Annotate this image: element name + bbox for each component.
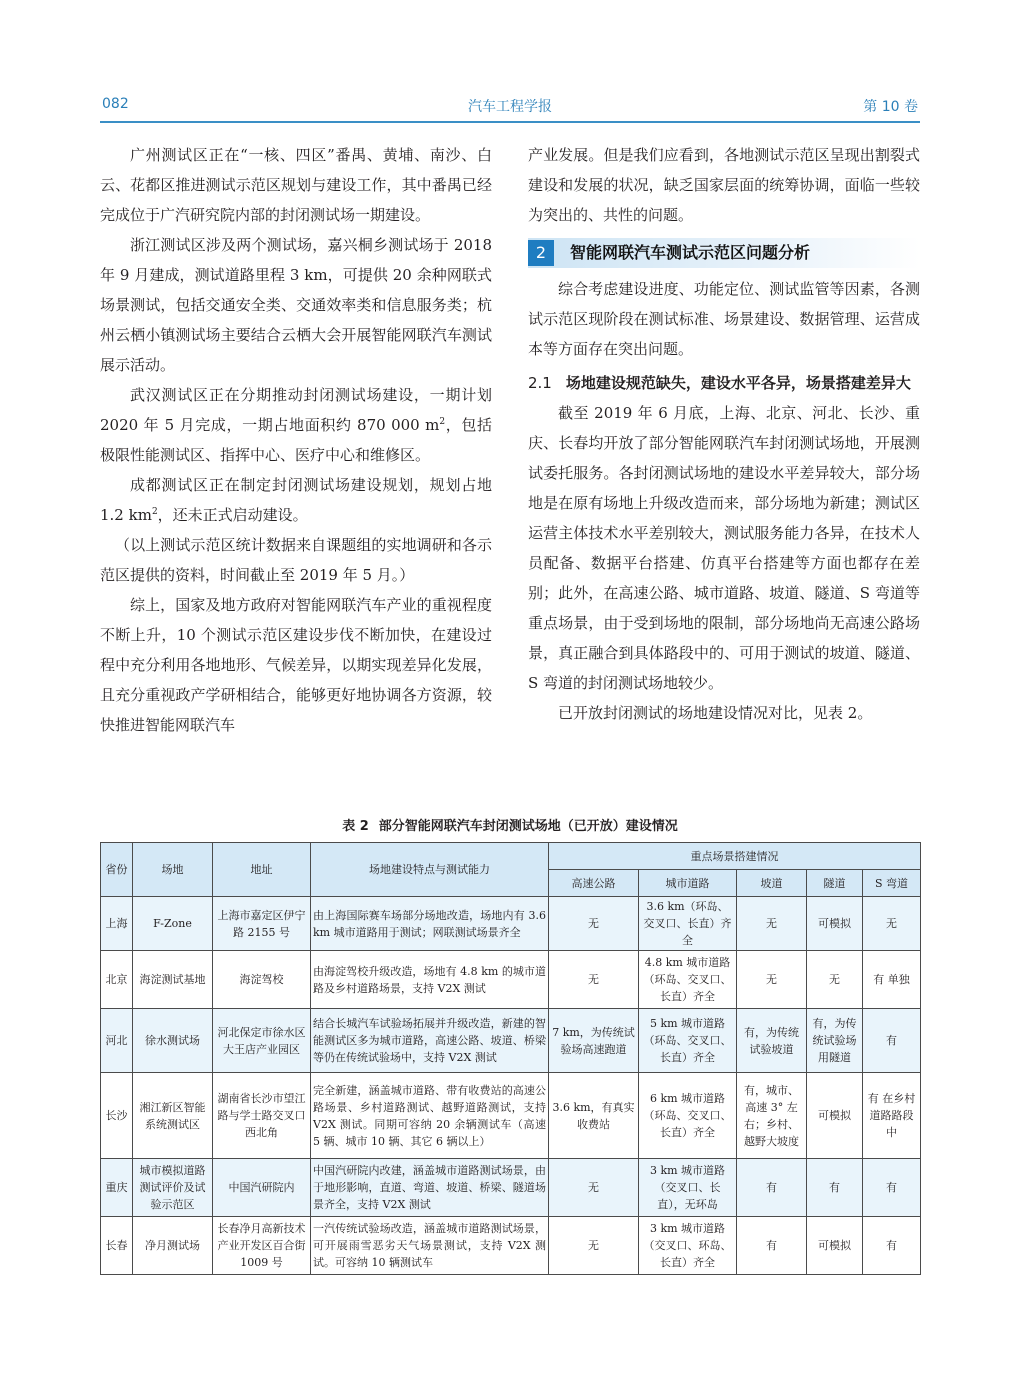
- cell-highway: 7 km，为传统试验场高速跑道: [549, 1009, 639, 1073]
- cell-city: 3 km 城市道路（交叉口、环岛、长直）齐全: [639, 1217, 737, 1275]
- running-header: [100, 96, 920, 120]
- paragraph-chengdu: [100, 470, 492, 530]
- chengdu-text: 成都测试区正在制定封闭测试场建设规划，规划占地 1.2 km: [100, 476, 492, 524]
- cell-slope: 有: [737, 1217, 807, 1275]
- paragraph-guangzhou: 广州测试区正在“一核、四区”番禺、黄埔、南沙、白云、花都区推进测试示范区规划与建设工作，其中番禺已经完成位于广汽研究院内部的封闭测试场一期建设。: [100, 146, 492, 224]
- journal-name: 汽车工程学报: [468, 99, 552, 115]
- cell-province: 重庆: [101, 1159, 133, 1217]
- cell-city: 3 km 城市道路（交叉口、长直），无环岛: [639, 1159, 737, 1217]
- cell-tunnel: 可模拟: [807, 897, 863, 951]
- cell-province: 长沙: [101, 1073, 133, 1159]
- page-number: 082: [102, 96, 129, 112]
- wuhan-text: 武汉测试区正在分期推动封闭测试场建设，一期计划 2020 年 5 月完成，一期占地面积约 870 000 m: [100, 386, 492, 434]
- header-slope: 坡道: [737, 870, 807, 897]
- paragraph-wuhan: [100, 380, 492, 470]
- header-scene-group: 重点场景搭建情况: [549, 843, 921, 870]
- header-highway: 高速公路: [549, 870, 639, 897]
- cell-site: F-Zone: [133, 897, 213, 951]
- header-site: 场地: [133, 843, 213, 897]
- header-address: 地址: [213, 843, 311, 897]
- cell-feature: 由海淀驾校升级改造，场地有 4.8 km 的城市道路及乡村道路场景，支持 V2X 测试: [311, 951, 549, 1009]
- header-province: 省份: [101, 843, 133, 897]
- wuhan-text-end: ，包括极限性能测试区、指挥中心、医疗中心和维修区。: [100, 416, 492, 464]
- cell-tunnel: 无: [807, 951, 863, 1009]
- table-row: [101, 897, 921, 951]
- cell-province: 上海: [101, 897, 133, 951]
- cell-sbend: 有 单独: [863, 951, 921, 1009]
- cell-feature: 由上海国际赛车场部分场地改造，场地内有 3.6 km 城市道路用于测试；网联测试场景齐全: [311, 897, 549, 951]
- table-title: 部分智能网联汽车封闭测试场地（已开放）建设情况: [378, 819, 678, 834]
- cell-tunnel: 可模拟: [807, 1073, 863, 1159]
- cell-tunnel: 有: [807, 1159, 863, 1217]
- paragraph-summary: 综上，国家及地方政府对智能网联汽车产业的重视程度不断上升，10 个测试示范区建设步伐不断加快，在建设过程中充分利用各地地形、气候差异，以期实现差异化发展，且充分重视政产学研相结合，能够更好地协调各方资源，较快推进智能网联汽车: [100, 596, 492, 734]
- table-row: [101, 951, 921, 1009]
- cell-sbend: 有 在乡村道路路段中: [863, 1073, 921, 1159]
- cell-city: 6 km 城市道路（环岛、交叉口、长直）齐全: [639, 1073, 737, 1159]
- cell-province: 河北: [101, 1009, 133, 1073]
- header-city: 城市道路: [639, 870, 737, 897]
- cell-sbend: 有: [863, 1009, 921, 1073]
- section-title: 智能网联汽车测试示范区问题分析: [570, 243, 811, 262]
- cell-province: 北京: [101, 951, 133, 1009]
- table-number: 表 2: [342, 819, 369, 834]
- cell-address: 湖南省长沙市望江路与学士路交叉口西北角: [213, 1073, 311, 1159]
- cell-sbend: 无: [863, 897, 921, 951]
- cell-city: 5 km 城市道路（环岛、交叉口、长直）齐全: [639, 1009, 737, 1073]
- cell-address: 河北保定市徐水区大王店产业园区: [213, 1009, 311, 1073]
- cell-highway: 无: [549, 1217, 639, 1275]
- subsection-heading: [528, 368, 920, 398]
- cell-feature: 结合长城汽车试验场拓展并升级改造，新建的智能测试区多为城市道路，高速公路、坡道、桥梁等仍在传统试验场中，支持 V2X 测试: [311, 1009, 549, 1073]
- subsection-title: 场地建设规范缺失，建设水平各异，场景搭建差异大: [565, 374, 911, 392]
- cell-site: 海淀测试基地: [133, 951, 213, 1009]
- table-caption: [100, 815, 920, 834]
- volume-number: 第 10 卷: [863, 99, 918, 115]
- cell-address: 上海市嘉定区伊宁路 2155 号: [213, 897, 311, 951]
- left-column: [100, 140, 492, 740]
- cell-address: 中国汽研院内: [213, 1159, 311, 1217]
- superscript: 2: [151, 507, 158, 517]
- cell-feature: 中国汽研院内改建，涵盖城市道路测试场景，由于地形影响，直道、弯道、坡道、桥梁、隧道场景齐全，支持 V2X 测试: [311, 1159, 549, 1217]
- cell-highway: 无: [549, 1159, 639, 1217]
- table-header-row: [101, 843, 921, 870]
- paragraph-table-reference: 已开放封闭测试的场地建设情况对比，见表 2。: [558, 704, 873, 722]
- header-feature: 场地建设特点与测试能力: [311, 843, 549, 897]
- paragraph-note: （以上测试示范区统计数据来自课题组的实地调研和各示范区提供的资料，时间截止至 2019 年 5 月。）: [100, 536, 492, 584]
- cell-sbend: 有: [863, 1159, 921, 1217]
- cell-province: 长春: [101, 1217, 133, 1275]
- section-number: 2: [528, 240, 554, 266]
- cell-highway: 无: [549, 897, 639, 951]
- header-rule: [100, 121, 920, 123]
- cell-address: 长春净月高新技术产业开发区百合街 1009 号: [213, 1217, 311, 1275]
- header-tunnel: 隧道: [807, 870, 863, 897]
- table-row: [101, 1009, 921, 1073]
- cell-feature: 完全新建，涵盖城市道路、带有收费站的高速公路场景、乡村道路测试、越野道路测试，支持 V2X 测试。同期可容纳 20 余辆测试车（高速 5 辆、城市 10 辆、其它 6 辆以上）: [311, 1073, 549, 1159]
- cell-site: 徐水测试场: [133, 1009, 213, 1073]
- cell-address: 海淀驾校: [213, 951, 311, 1009]
- cell-site: 湘江新区智能系统测试区: [133, 1073, 213, 1159]
- table-row: [101, 1159, 921, 1217]
- sites-table: [100, 842, 921, 1275]
- cell-slope: 有: [737, 1159, 807, 1217]
- cell-tunnel: 有，为传统试验场用隧道: [807, 1009, 863, 1073]
- cell-sbend: 有: [863, 1217, 921, 1275]
- table-row: [101, 1073, 921, 1159]
- cell-tunnel: 可模拟: [807, 1217, 863, 1275]
- chengdu-text-end: ，还未正式启动建设。: [157, 506, 308, 524]
- right-column: [528, 140, 920, 728]
- paragraph-subsection-body: 截至 2019 年 6 月底，上海、北京、河北、长沙、重庆、长春均开放了部分智能网联汽车封闭测试场地，开展测试委托服务。各封闭测试场地的建设水平差异较大，部分场地是在原有场地上升级改造而来，部分场地为新建；测试区运营主体技术水平差别较大，测试服务能力各异，在技术人员配备、数据平台搭建、仿真平台搭建等方面也都存在差别；此外，在高速公路、城市道路、坡道、隧道、S 弯道等重点场景，由于受到场地的限制，部分场地尚无高速公路场景，真正融合到具体路段中的、可用于测试的坡道、隧道、S 弯道的封闭测试场地较少。: [528, 404, 920, 692]
- cell-city: 3.6 km（环岛、交叉口、长直）齐全: [639, 897, 737, 951]
- cell-site: 城市模拟道路测试评价及试验示范区: [133, 1159, 213, 1217]
- cell-slope: 无: [737, 897, 807, 951]
- paragraph-continuation: 产业发展。但是我们应看到，各地测试示范区呈现出割裂式建设和发展的状况，缺乏国家层面的统筹协调，面临一些较为突出的、共性的问题。: [528, 146, 920, 224]
- subsection-number: 2.1: [528, 374, 552, 392]
- cell-city: 4.8 km 城市道路（环岛、交叉口、长直）齐全: [639, 951, 737, 1009]
- paragraph-section-intro: 综合考虑建设进度、功能定位、测试监管等因素，各测试示范区现阶段在测试标准、场景建设、数据管理、运营成本等方面存在突出问题。: [528, 280, 920, 358]
- cell-slope: 有，城市、高速 3° 左右；乡村、越野大坡度: [737, 1073, 807, 1159]
- table-row: [101, 1217, 921, 1275]
- header-sbend: S 弯道: [863, 870, 921, 897]
- cell-feature: 一汽传统试验场改造，涵盖城市道路测试场景，可开展雨雪恶劣天气场景测试，支持 V2X 测试。可容纳 10 辆测试车: [311, 1217, 549, 1275]
- paragraph-zhejiang: 浙江测试区涉及两个测试场，嘉兴桐乡测试场于 2018 年 9 月建成，测试道路里程 3 km，可提供 20 余种网联式场景测试，包括交通安全类、交通效率类和信息服务类；杭州云栖小镇测试场主要结合云栖大会开展智能网联汽车测试展示活动。: [100, 236, 492, 374]
- cell-highway: 3.6 km，有真实收费站: [549, 1073, 639, 1159]
- section-heading: [528, 238, 920, 268]
- superscript: 2: [439, 417, 446, 427]
- cell-highway: 无: [549, 951, 639, 1009]
- cell-slope: 有，为传统试验坡道: [737, 1009, 807, 1073]
- cell-site: 净月测试场: [133, 1217, 213, 1275]
- cell-slope: 无: [737, 951, 807, 1009]
